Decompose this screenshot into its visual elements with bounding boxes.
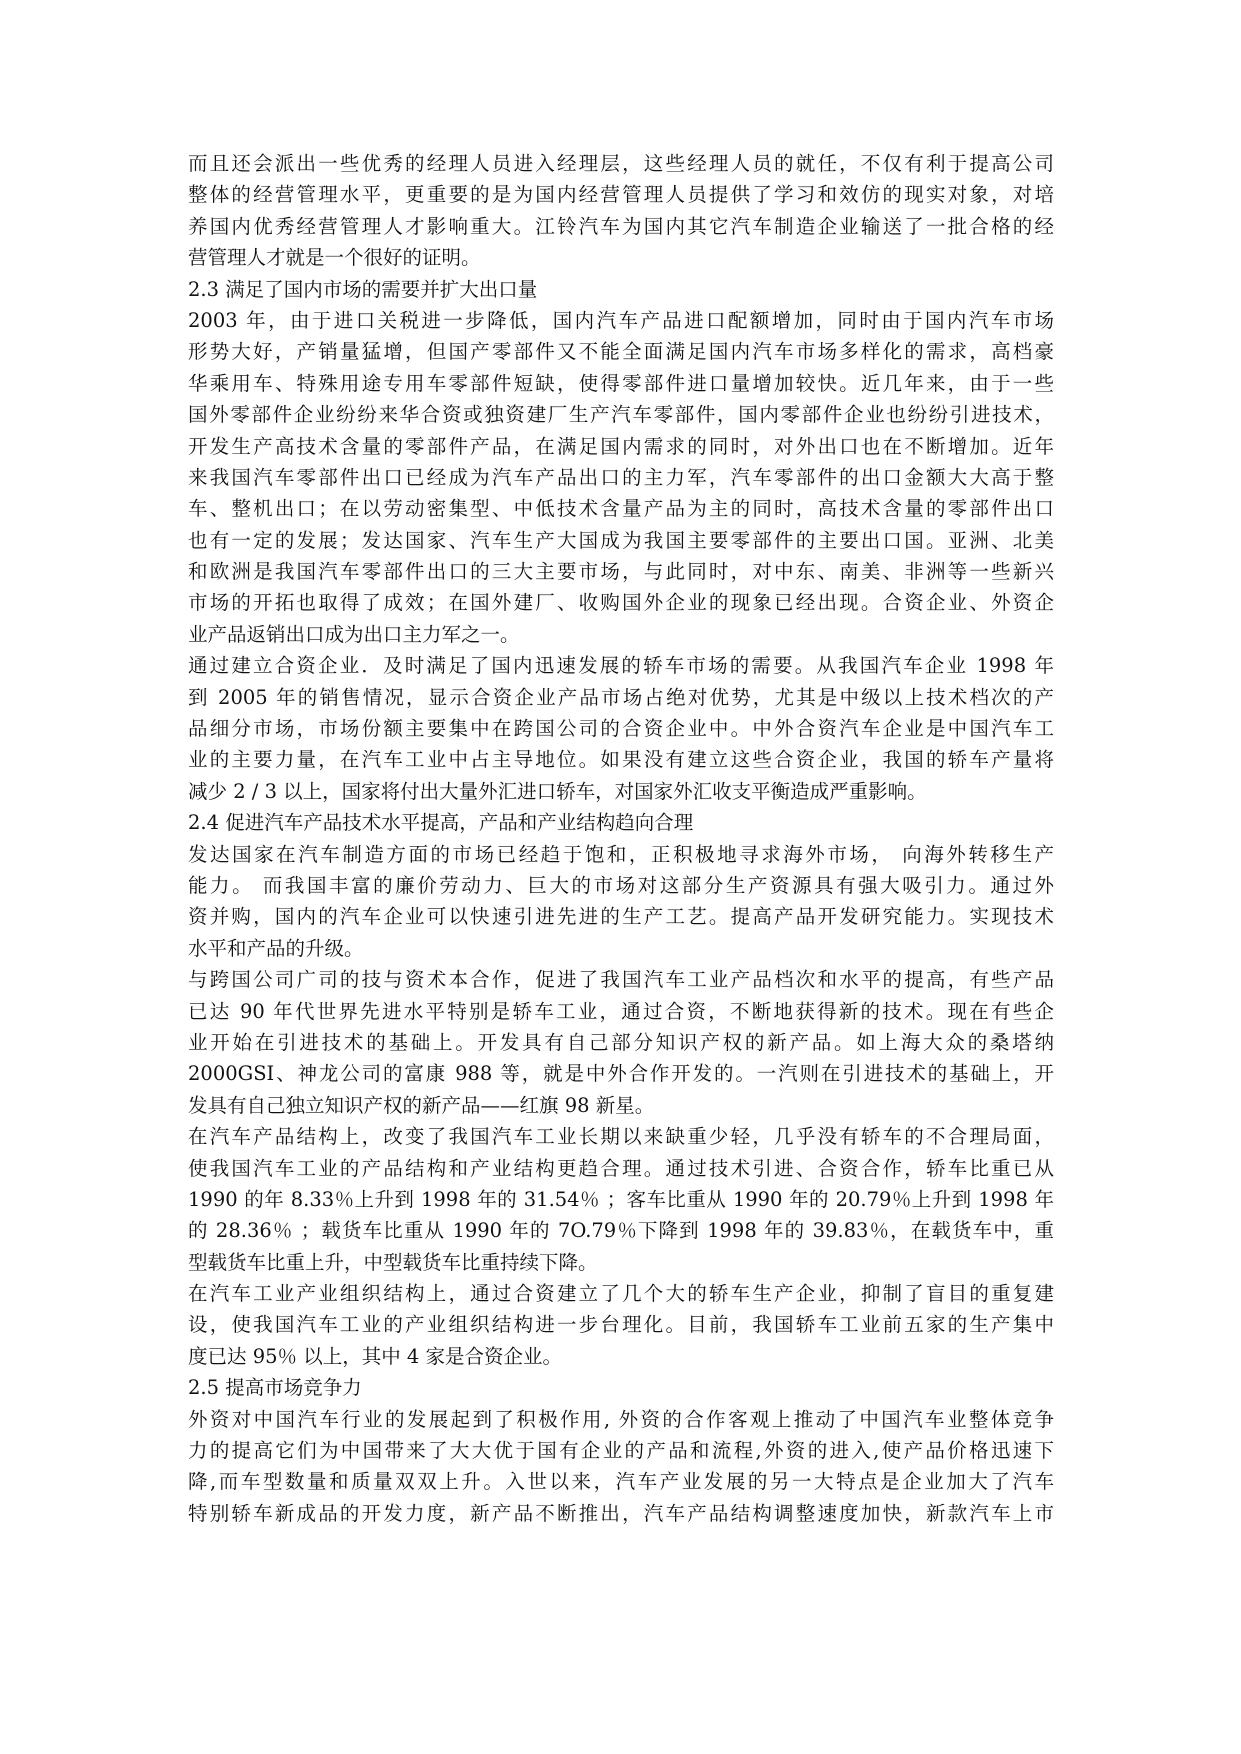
text-line: 设，使我国汽车工业的产业组织结构进一步台理化。目前，我国轿车工业前五家的生产集中 <box>188 1313 1054 1337</box>
paragraph <box>188 964 1054 1121</box>
text-line: 国外零部件企业纷纷来华合资或独资建厂生产汽车零部件，国内零部件企业也纷纷引进技术， <box>188 403 1054 427</box>
section-heading-2-4 <box>188 807 1054 838</box>
paragraph <box>188 305 1054 650</box>
text-line: 在汽车工业产业组织结构上，通过合资建立了几个大的轿车生产企业，抑制了盲目的重复建 <box>188 1282 1054 1306</box>
text-line: 也有一定的发展；发达国家、汽车生产大国成为我国主要零部件的主要出口国。亚洲、北美 <box>188 528 1054 552</box>
text-line: 华乘用车、特殊用途专用车零部件短缺，使得零部件进口量增加较快。近几年来，由于一些 <box>188 371 1054 395</box>
text-line: 度已达 95％ 以上，其中 4 家是合资企业。 <box>188 1344 563 1368</box>
text-line: 车、整机出口；在以劳动密集型、中低技术含量产品为主的同时，高技术含量的零部件出口 <box>188 497 1054 521</box>
text-line: 通过建立合资企业．及时满足了国内迅速发展的轿车市场的需要。从我国汽车企业 1998 年 <box>188 654 1054 678</box>
text-line: 开发生产高技术含量的零部件产品，在满足国内需求的同时，对外出口也在不断增加。近年 <box>188 434 1054 458</box>
text-line: 品细分市场，市场份额主要集中在跨国公司的合资企业中。中外合资汽车企业是中国汽车工 <box>188 717 1054 741</box>
text-line: 业开始在引进技术的基础上。开发具有自己部分知识产权的新产品。如上海大众的桑塔纳 <box>188 1030 1054 1054</box>
text-line: 资并购，国内的汽车企业可以快速引进先进的生产工艺。提高产品开发研究能力。实现技术 <box>188 905 1054 929</box>
text-line: 发具有自己独立知识产权的新产品——红旗 98 新星。 <box>188 1093 655 1117</box>
text-line: 在汽车产品结构上，改变了我国汽车工业长期以来缺重少轻，几乎没有轿车的不合理局面， <box>188 1125 1054 1149</box>
text-line: 业产品返销出口成为出口主力军之一。 <box>188 622 520 646</box>
text-line: 营管理人才就是一个很好的证明。 <box>188 246 481 270</box>
text-line: 整体的经营管理水平，更重要的是为国内经营管理人员提供了学习和效仿的现实对象，对培 <box>188 183 1054 207</box>
text-line: 到 2005 年的销售情况，显示合资企业产品市场占绝对优势，尤其是中级以上技术档次的产 <box>188 685 1054 709</box>
section-heading-2-5 <box>188 1372 1054 1403</box>
text-line: 力的提高它们为中国带来了大大优于国有企业的产品和流程,外资的进入,使产品价格迅速下 <box>188 1439 1054 1463</box>
text-line: 的 28.36％ ；载货车比重从 1990 年的 7O.79％下降到 1998 年的 39.83％，在载货车中，重 <box>188 1219 1054 1243</box>
heading-text: 2.4 促进汽车产品技术水平提高，产品和产业结构趋向合理 <box>188 811 694 835</box>
paragraph <box>188 1404 1054 1530</box>
text-line: 降,而车型数量和质量双双上升。入世以来，汽车产业发展的另一大特点是企业加大了汽车 <box>188 1470 1054 1494</box>
paragraph <box>188 1278 1054 1372</box>
text-line: 2003 年，由于进口关税进一步降低，国内汽车产品进口配额增加，同时由于国内汽车市场 <box>188 308 1054 332</box>
text-line: 和欧洲是我国汽车零部件出口的三大主要市场，与此同时，对中东、南美、非洲等一些新兴 <box>188 560 1054 584</box>
text-line: 业的主要力量，在汽车工业中占主导地位。如果没有建立这些合资企业，我国的轿车产量将 <box>188 748 1054 772</box>
paragraph <box>188 148 1054 274</box>
text-line: 水平和产品的升级。 <box>188 936 364 960</box>
text-line: 来我国汽车零部件出口已经成为汽车产品出口的主力军，汽车零部件的出口金额大大高于整 <box>188 465 1054 489</box>
paragraph <box>188 650 1054 807</box>
text-line: 特别轿车新成品的开发力度，新产品不断推出，汽车产品结构调整速度加快，新款汽车上市 <box>188 1501 1054 1525</box>
text-line: 1990 的年 8.33％上升到 1998 年的 31.54％ ；客车比重从 1990 年的 20.79％上升到 1998 年 <box>188 1187 1054 1211</box>
text-line: 已达 90 年代世界先进水平特别是轿车工业，通过合资，不断地获得新的技术。现在有些企 <box>188 999 1054 1023</box>
text-line: 使我国汽车工业的产品结构和产业结构更趋合理。通过技术引进、合资合作，轿车比重已从 <box>188 1156 1054 1180</box>
section-heading-2-3 <box>188 274 1054 305</box>
heading-text: 2.5 提高市场竞争力 <box>188 1376 362 1400</box>
text-line: 市场的开拓也取得了成效；在国外建厂、收购国外企业的现象已经出现。合资企业、外资企 <box>188 591 1054 615</box>
text-line: 型载货车比重上升，中型载货车比重持续下降。 <box>188 1250 598 1274</box>
document-page <box>188 148 1054 1529</box>
text-line: 发达国家在汽车制造方面的市场已经趋于饱和，正积极地寻求海外市场， 向海外转移生产 <box>188 842 1054 866</box>
text-line: 2000GSI、神龙公司的富康 988 等，就是中外合作开发的。一汽则在引进技术的基础上，开 <box>188 1062 1054 1086</box>
text-line: 形势大好，产销量猛增，但国产零部件又不能全面满足国内汽车市场多样化的需求，高档豪 <box>188 340 1054 364</box>
heading-text: 2.3 满足了国内市场的需要并扩大出口量 <box>188 277 538 301</box>
paragraph <box>188 1121 1054 1278</box>
text-line: 减少 2 / 3 以上，国家将付出大量外汇进口轿车，对国家外汇收支平衡造成严重影响。 <box>188 779 927 803</box>
text-line: 能力。 而我国丰富的廉价劳动力、巨大的市场对这部分生产资源具有强大吸引力。通过外 <box>188 873 1054 897</box>
text-line: 养国内优秀经营管理人才影响重大。江铃汽车为国内其它汽车制造企业输送了一批合格的经 <box>188 214 1054 238</box>
text-line: 外资对中国汽车行业的发展起到了积极作用, 外资的合作客观上推动了中国汽车业整体竞争 <box>188 1407 1054 1431</box>
text-line: 而且还会派出一些优秀的经理人员进入经理层，这些经理人员的就任，不仅有利于提高公司 <box>188 152 1054 175</box>
paragraph <box>188 839 1054 965</box>
text-line: 与跨国公司广司的技与资术本合作，促进了我国汽车工业产品档次和水平的提高，有些产品 <box>188 968 1054 992</box>
